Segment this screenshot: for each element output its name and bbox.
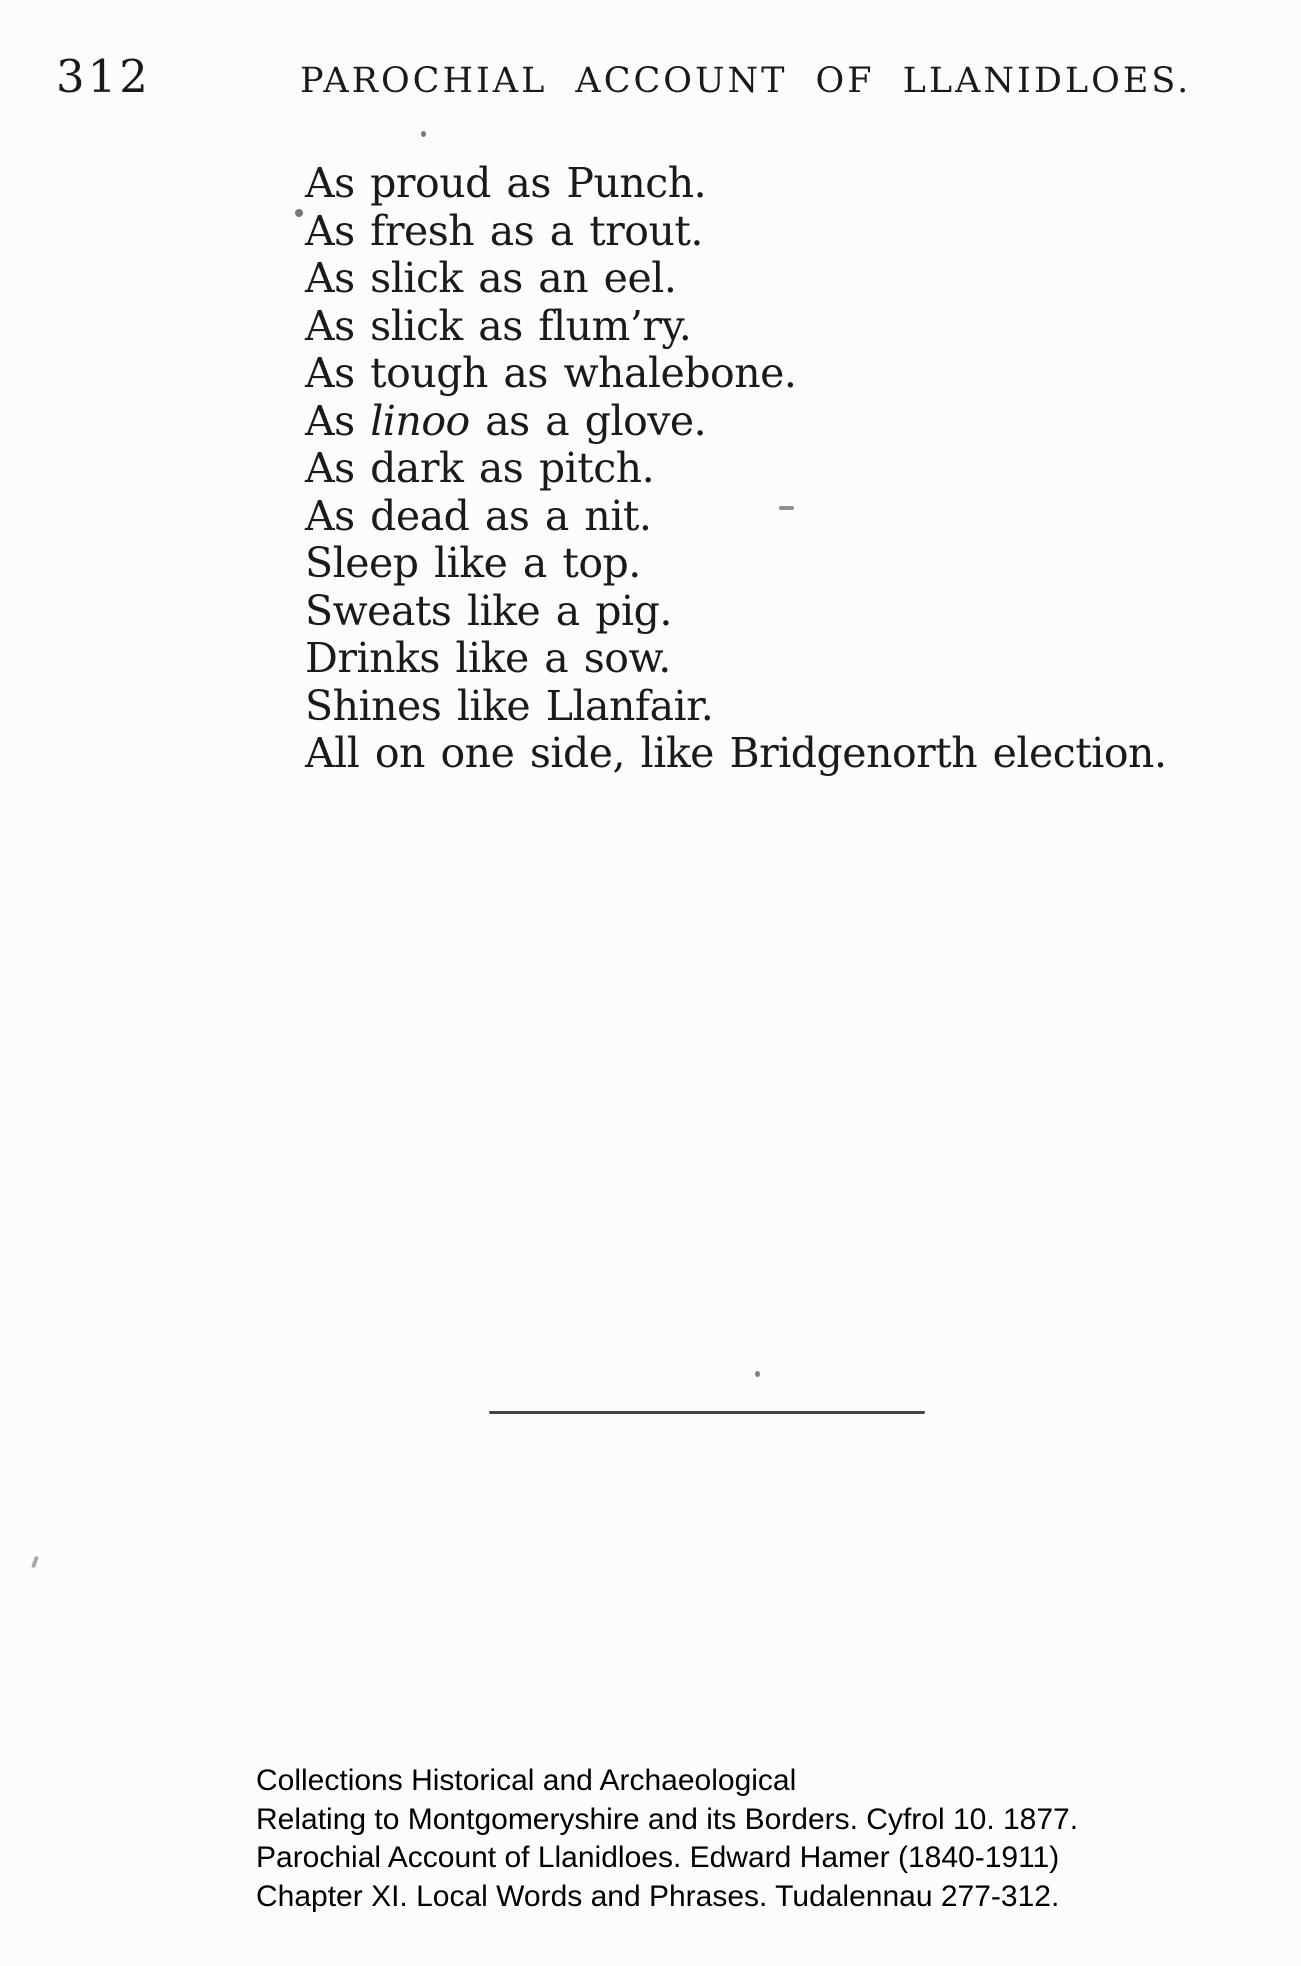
simile-line [305,540,1166,588]
caption-line [256,1762,1078,1801]
simile-line [305,635,1166,683]
simile-text: As tough as whalebone. [305,349,797,397]
simile-text: All on one side, like Bridgenorth election. [305,729,1167,777]
scan-speck [755,1371,760,1377]
running-header: PAROCHIAL ACCOUNT OF LLANIDLOES. [300,61,1192,101]
caption-line [256,1839,1078,1878]
simile-text: Sleep like a top. [305,539,641,587]
citation-caption [256,1762,1078,1916]
simile-line [305,445,1166,493]
simile-line [305,255,1166,303]
simile-line [305,493,1166,541]
simile-text: As dark as pitch. [305,444,655,492]
simile-text: As slick as an eel. [305,254,677,302]
scan-speck [295,209,303,217]
page-number: 312 [56,50,151,103]
section-divider-rule [489,1411,925,1414]
simile-text: Drinks like a sow. [305,634,671,682]
simile-text: As proud as Punch. [305,159,707,207]
simile-line [305,588,1166,636]
caption-text: Chapter XI. Local Words and Phrases. Tudalennau 277-312. [256,1879,1060,1913]
simile-line [305,303,1166,351]
scan-speck [421,131,426,137]
simile-list [305,160,1166,778]
simile-italic-word: linoo [370,396,470,445]
simile-text: As slick as flum’ry. [305,301,692,350]
caption-text: Collections Historical and Archaeological [256,1764,797,1797]
simile-line [305,398,1166,446]
caption-line [256,1801,1078,1840]
simile-line [305,730,1166,778]
simile-text: As [305,396,371,445]
scan-speck [31,1556,39,1569]
simile-text: Sweats like a pig. [305,586,672,635]
caption-line [256,1878,1078,1917]
simile-text: as a glove. [469,396,707,445]
caption-text: Parochial Account of Llanidloes. Edward Hamer (1840-1911) [256,1841,1060,1874]
caption-text: Relating to Montgomeryshire and its Borders. Cyfrol 10. 1877. [256,1802,1079,1836]
simile-text: As fresh as a trout. [305,206,703,255]
simile-text: As dead as a nit. [305,491,652,540]
simile-text: Shines like Llanfair. [305,681,714,730]
simile-line [305,350,1166,398]
scan-speck [779,506,794,510]
simile-line [305,683,1166,731]
simile-line [305,208,1166,256]
simile-line [305,160,1166,208]
